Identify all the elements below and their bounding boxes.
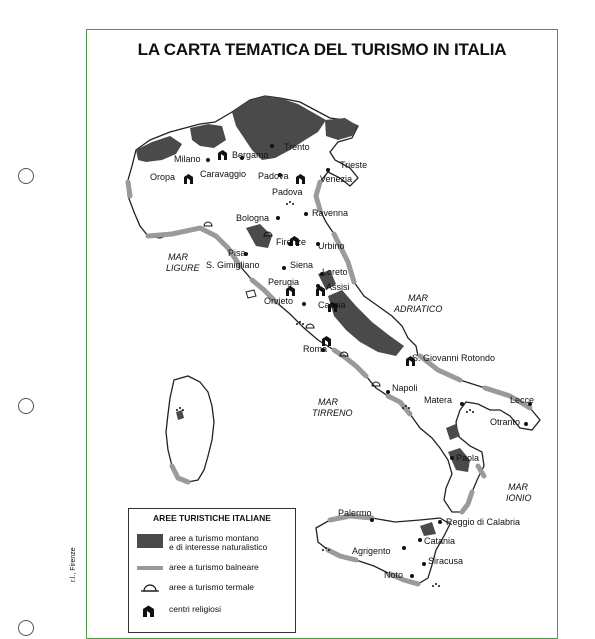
label-bologna: Bologna — [236, 213, 270, 223]
legend-title: AREE TURISTICHE ITALIANE — [153, 513, 271, 523]
legend-mountain-line1: aree a turismo montano — [169, 533, 259, 543]
elba-island — [246, 290, 256, 298]
label-sgiovanni-rotondo: S. Giovanni Rotondo — [412, 353, 496, 363]
label-bergamo: Bergamo — [232, 150, 269, 160]
legend-religious-label: centri religiosi — [169, 604, 221, 614]
label-loreto: Loreto — [322, 267, 348, 277]
label-siracusa: Siracusa — [428, 556, 464, 566]
label-napoli: Napoli — [392, 383, 418, 393]
label-agrigento: Agrigento — [352, 546, 391, 556]
label-caravaggio: Caravaggio — [200, 169, 247, 179]
sea-ionio-line2: IONIO — [506, 493, 532, 503]
label-urbino: Urbino — [318, 241, 345, 251]
label-padova: Padova — [258, 171, 289, 181]
label-ravenna: Ravenna — [312, 208, 349, 218]
label-trento: Trento — [284, 142, 310, 152]
mountain-swatch-icon — [137, 534, 163, 548]
church-icon — [137, 605, 163, 617]
label-noto: Noto — [384, 570, 404, 580]
map-legend — [128, 508, 296, 633]
label-palermo: Palermo — [338, 508, 372, 518]
label-siena: Siena — [290, 260, 314, 270]
label-padova-2: Padova — [272, 187, 303, 197]
label-roma: Roma — [303, 344, 328, 354]
label-paola: Paola — [456, 453, 480, 463]
map-title: LA CARTA TEMATICA DEL TURISMO IN ITALIA — [137, 40, 507, 59]
legend-coast-label: aree a turismo balneare — [169, 562, 259, 572]
label-venezia: Venezia — [320, 174, 353, 184]
label-firenze: Firenze — [276, 237, 307, 247]
sea-ionio-line1: MAR — [508, 482, 528, 492]
label-orvieto: Orvieto — [264, 296, 294, 306]
label-assisi: Assisi — [326, 282, 350, 292]
label-otranto: Otranto — [490, 417, 521, 427]
thermal-spring-icon — [137, 583, 163, 595]
label-pisa: Pisa — [228, 248, 246, 258]
binder-hole-top — [18, 168, 34, 184]
label-lecce: Lecce — [510, 395, 535, 405]
binder-hole-middle — [18, 398, 34, 414]
label-sgimignano: S. Gimigliano — [206, 260, 260, 270]
label-reggio-calabria: Reggio di Calabria — [446, 517, 521, 527]
legend-mountain-line2: e di interesse naturalistico — [169, 542, 268, 552]
label-matera: Matera — [424, 395, 453, 405]
legend-thermal-label: aree a turismo termale — [169, 582, 255, 592]
legend-row-thermal — [137, 583, 254, 595]
label-perugia: Perugia — [268, 277, 300, 287]
sea-adriatico-line1: MAR — [408, 293, 428, 303]
publisher-credit: r.l., Firenze — [70, 547, 77, 582]
sea-ligure-line2: LIGURE — [166, 263, 200, 273]
legend-row-religious — [137, 605, 221, 617]
sea-adriatico-line2: ADRIATICO — [394, 304, 443, 314]
label-catania: Catania — [424, 536, 456, 546]
label-milano: Milano — [174, 154, 201, 164]
label-cascia: Cascia — [318, 300, 346, 310]
sea-tirreno-line2: TIRRENO — [312, 408, 353, 418]
binder-hole-bottom — [18, 620, 34, 636]
sea-ligure-line1: MAR — [168, 252, 188, 262]
legend-row-mountain — [137, 534, 267, 552]
coast-swatch-icon — [137, 563, 163, 575]
label-oropa: Oropa — [150, 172, 176, 182]
label-trieste: Trieste — [340, 160, 368, 170]
legend-row-coast — [137, 563, 259, 575]
sea-tirreno-line1: MAR — [318, 397, 338, 407]
